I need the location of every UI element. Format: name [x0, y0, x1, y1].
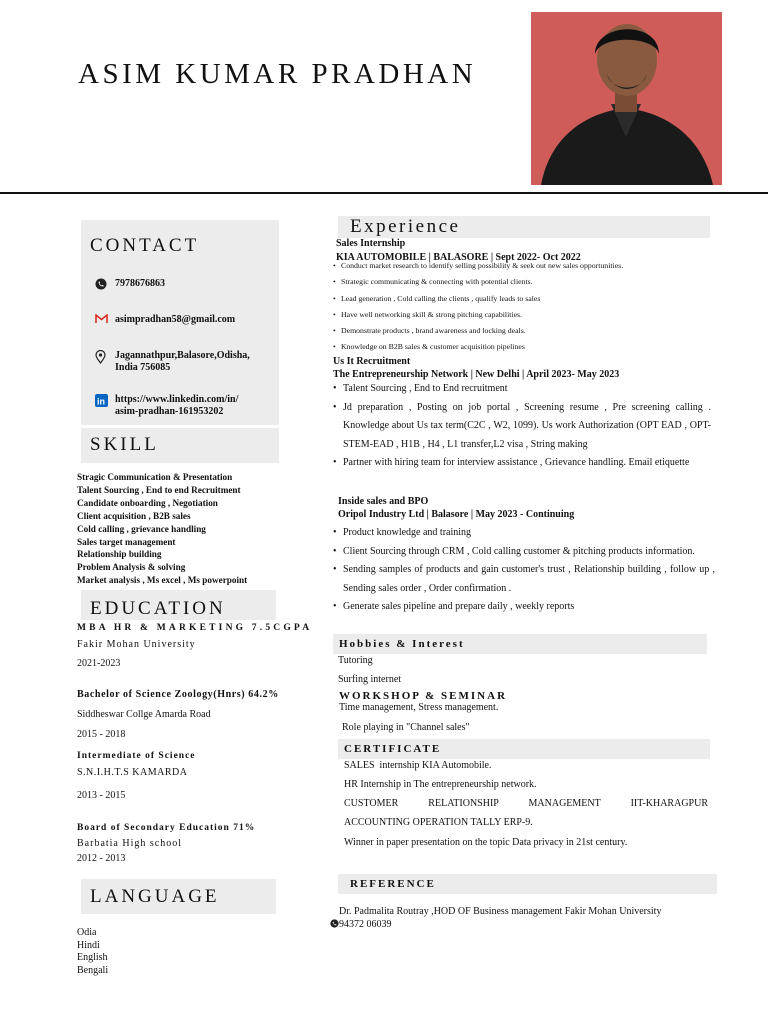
education-degree: Board of Secondary Education 71%	[77, 823, 256, 833]
skill-item: Client acquisition , B2B sales	[77, 510, 191, 521]
education-years: 2015 - 2018	[77, 729, 126, 740]
svg-text:in: in	[97, 396, 105, 407]
hobby-item: Tutoring	[338, 655, 373, 666]
language-heading: LANGUAGE	[90, 886, 220, 907]
skill-item: Stragic Communication & Presentation	[77, 472, 233, 482]
job-company: Oripol Industry Ltd | Balasore | May 2023 - Continuing	[338, 509, 575, 520]
certificate-item: Winner in paper presentation on the topic Data privacy in 21st century.	[344, 837, 628, 848]
education-years: 2013 - 2015	[77, 790, 126, 801]
address-line-1: Jagannathpur,Balasore,Odisha,	[115, 350, 250, 361]
workshop-item: Role playing in "Channel sales"	[342, 722, 470, 733]
reference-text: Dr. Padmalita Routray ,HOD OF Business management Fakir Mohan University	[339, 906, 662, 917]
job-bullets	[333, 258, 623, 356]
education-years: 2012 - 2013	[77, 853, 126, 864]
job-bullet: • Knowledge on B2B sales & customer acquisition pipelines	[333, 339, 623, 355]
hobbies-heading: Hobbies & Interest	[333, 634, 707, 654]
skill-item: Cold calling , grievance handling	[77, 523, 206, 534]
address-line-2: India 756085	[115, 362, 171, 373]
header-divider	[0, 192, 768, 194]
education-header	[81, 590, 276, 620]
workshop-item: Time management, Stress management.	[339, 702, 499, 713]
education-degree: MBA HR & MARKETING 7.5CGPA	[77, 623, 313, 633]
language-item: Odia	[77, 927, 97, 938]
job-bullet: • Have well networking skill & strong pitching capabilities.	[333, 307, 623, 323]
location-pin-icon	[95, 350, 109, 364]
workshop-heading: WORKSHOP & SEMINAR	[339, 690, 508, 702]
job-bullet: • Partner with hiring team for interview assistance , Grievance handling. Email etiquette	[333, 454, 711, 473]
experience-heading: Experience	[350, 216, 461, 237]
reference-phone-number: 94372 06039	[339, 919, 392, 930]
phone-icon	[330, 919, 339, 931]
job-role: Sales Internship	[336, 238, 406, 249]
job-bullet: • Talent Sourcing , End to End recruitment	[333, 380, 711, 399]
certificate-item: SALES internship KIA Automobile.	[344, 760, 492, 771]
certificate-item: CUSTOMER RELATIONSHIP MANAGEMENT IIT-KHARAGPUR	[344, 798, 708, 809]
job-bullet: • Lead generation , Cold calling the clients , qualify leads to sales	[333, 291, 623, 307]
skill-item: Market analysis , Ms excel , Ms powerpoint	[77, 575, 248, 586]
address-text	[115, 350, 280, 374]
certificate-heading: CERTIFICATE	[338, 739, 710, 759]
language-item: Bengali	[77, 964, 109, 976]
language-header	[81, 879, 276, 914]
skill-item: Sales target management	[77, 536, 176, 547]
linkedin-line-1: https://www.linkedin.com/in/	[115, 394, 239, 405]
language-item: Hindi	[77, 939, 100, 951]
email-address[interactable]: asimpradhan58@gmail.com	[115, 314, 236, 325]
skill-item: Talent Sourcing , End to end Recruitment	[77, 484, 241, 495]
reference-heading: REFERENCE	[338, 874, 717, 894]
reference-phone	[330, 919, 392, 931]
experience-header	[338, 216, 710, 238]
skill-item: Candidate onboarding , Negotiation	[77, 497, 218, 508]
certificate-item: ACCOUNTING OPERATION TALLY ERP-9.	[344, 817, 533, 828]
linkedin-line-2: asim-pradhan-161953202	[115, 406, 224, 417]
job-bullet: • Conduct market research to identify selling possibility & seek out new sales opportunities.	[333, 258, 623, 274]
job-bullet: • Generate sales pipeline and prepare daily , weekly reports	[333, 598, 715, 617]
job-role: Inside sales and BPO	[338, 496, 429, 507]
education-degree: Intermediate of Science	[77, 751, 196, 761]
job-company: KIA AUTOMOBILE | BALASORE | Sept 2022- Oct 2022	[336, 252, 581, 263]
linkedin-icon	[95, 394, 109, 408]
profile-photo	[531, 12, 722, 185]
job-bullet: • Jd preparation , Posting on job portal , Screening resume , Pre screening calling . Knowledge about Us tax term(C2C , W2, 1099). Us work Authorization (OPT EAD , OPT-STEM-EAD , H1B , H4 , L1 transfer,L2 visa , String making	[333, 399, 711, 455]
education-school: Barbatia High school	[77, 838, 182, 849]
language-item: English	[77, 952, 108, 963]
mail-icon	[95, 314, 109, 328]
certificate-item: HR Internship in The entrepreneurship network.	[344, 779, 537, 790]
contact-section	[81, 220, 279, 425]
job-bullet: • Product knowledge and training	[333, 524, 715, 543]
job-bullet: • Strategic communicating & connecting with potential clients.	[333, 274, 623, 290]
skill-item: Problem Analysis & solving	[77, 562, 186, 573]
contact-heading: CONTACT	[90, 235, 200, 256]
skill-heading: SKILL	[90, 434, 159, 455]
education-school: Fakir Mohan University	[77, 639, 196, 650]
skill-item: Relationship building	[77, 549, 162, 560]
job-role: Us It Recruitment	[333, 356, 411, 367]
candidate-name: ASIM KUMAR PRADHAN	[78, 58, 477, 90]
job-bullet: • Sending samples of products and gain customer's trust , Relationship building , follow up , Sending sales order , Order confirmation .	[333, 561, 715, 598]
job-bullet: • Demonstrate products , brand awareness and locking deals.	[333, 323, 623, 339]
education-degree: Bachelor of Science Zoology(Hnrs) 64.2%	[77, 689, 279, 700]
education-years: 2021-2023	[77, 658, 121, 669]
job-company: The Entrepreneurship Network | New Delhi | April 2023- May 2023	[333, 369, 620, 380]
phone-icon	[95, 278, 109, 292]
job-bullets	[333, 524, 715, 617]
job-bullets	[333, 380, 711, 473]
job-bullet: • Client Sourcing through CRM , Cold calling customer & pitching products information.	[333, 543, 715, 562]
language-list	[77, 927, 108, 977]
skill-header	[81, 428, 279, 463]
hobby-item: Surfing internet	[338, 674, 402, 685]
skill-list	[77, 471, 247, 587]
education-school: S.N.I.H.T.S KAMARDA	[77, 767, 188, 778]
linkedin-url[interactable]	[115, 394, 280, 418]
education-school: Siddheswar Collge Amarda Road	[77, 709, 211, 720]
phone-number: 7978676863	[115, 278, 165, 289]
education-heading: EDUCATION	[90, 598, 226, 619]
